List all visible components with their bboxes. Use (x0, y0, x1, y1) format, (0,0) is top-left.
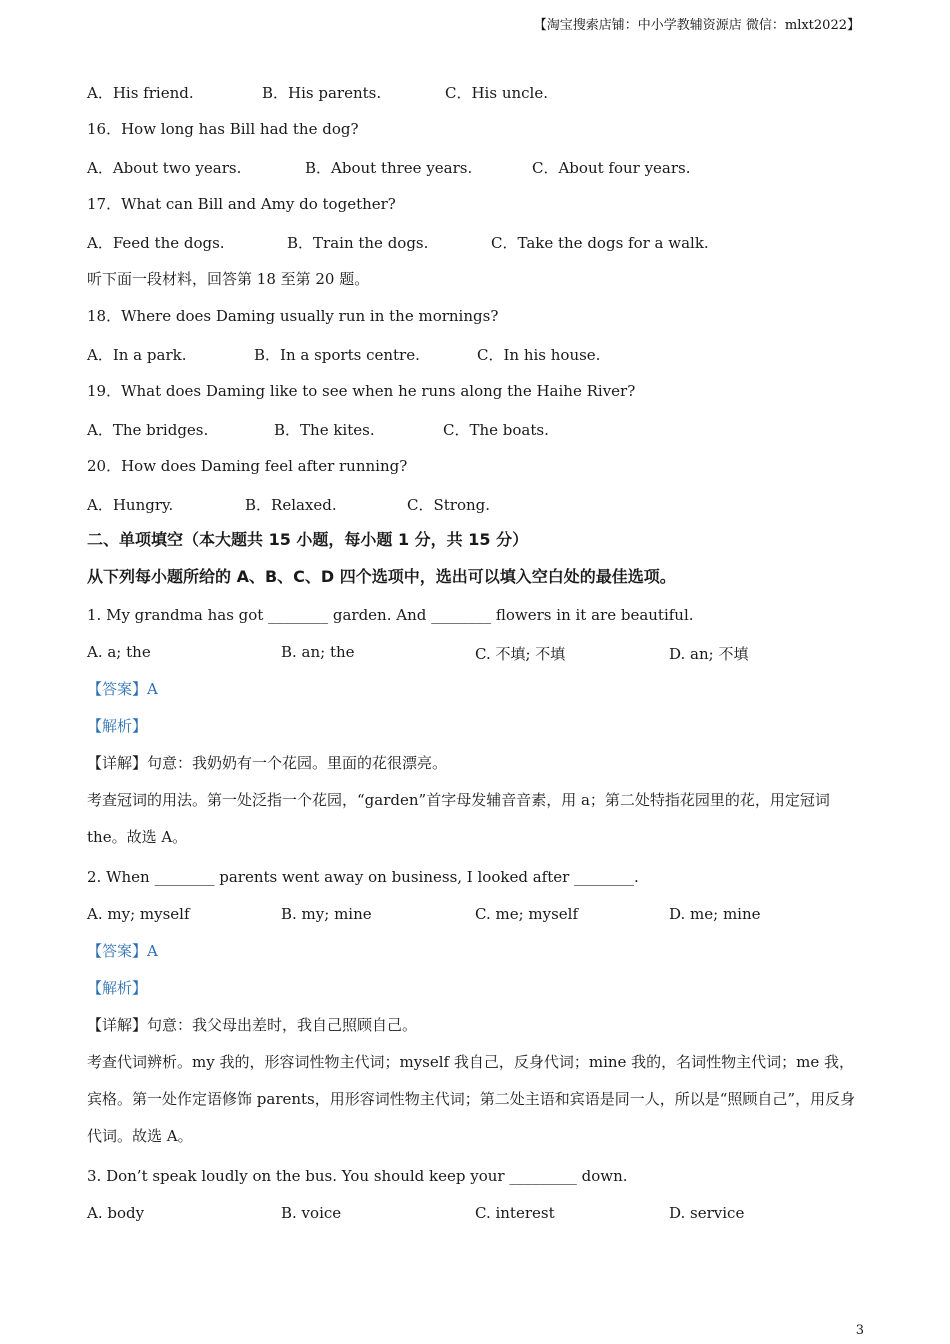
option: A. body (87, 1204, 145, 1222)
option: A. a; the (87, 643, 151, 661)
page-number: 3 (855, 1323, 864, 1338)
section-instruction: 从下列每小题所给的 A、B、C、D 四个选项中，选出可以填入空白处的最佳选项。 (87, 567, 676, 586)
question-text: 18．Where does Daming usually run in the mornings? (87, 307, 499, 325)
option: A. my; myself (87, 905, 190, 923)
option: B．Relaxed. (245, 496, 337, 514)
option: C．Take the dogs for a walk. (491, 234, 709, 252)
option: B. my; mine (281, 905, 372, 923)
option: B. an; the (281, 643, 355, 661)
option: D. me; mine (669, 905, 761, 923)
option: B．The kites. (274, 421, 375, 439)
option: A．The bridges. (87, 421, 209, 439)
analysis-label: 【解析】 (87, 717, 148, 735)
question-text: 19．What does Daming like to see when he runs along the Haihe River? (87, 382, 636, 400)
option: C．About four years. (532, 159, 691, 177)
question-text: 3. Don’t speak loudly on the bus. You should keep your _________ down. (87, 1167, 628, 1185)
question-text: 20．How does Daming feel after running? (87, 457, 408, 475)
option: B．Train the dogs. (287, 234, 429, 252)
option: B．In a sports centre. (254, 346, 420, 364)
option: C．The boats. (443, 421, 549, 439)
option: B．About three years. (305, 159, 473, 177)
option: C. interest (475, 1204, 555, 1222)
page-header: 【淘宝搜索店铺：中小学教辅资源店 微信：mlxt2022】 (533, 18, 860, 33)
question-text: 2. When ________ parents went away on business, I looked after ________. (87, 868, 639, 886)
option: A．Hungry. (87, 496, 174, 514)
option: D. service (669, 1204, 745, 1222)
answer-text: 【答案】A (87, 680, 158, 698)
option: C. me; myself (475, 905, 579, 923)
answer-text: 【答案】A (87, 942, 158, 960)
question-text: 17．What can Bill and Amy do together? (87, 195, 396, 213)
option: C．In his house. (477, 346, 601, 364)
section-title: 二、单项填空（本大题共 15 小题，每小题 1 分，共 15 分） (87, 530, 529, 549)
option: A．Feed the dogs. (87, 234, 225, 252)
answer-label (87, 940, 158, 962)
option: A．About two years. (87, 159, 242, 177)
analysis-label: 【解析】 (87, 979, 148, 997)
question-text: 16．How long has Bill had the dog? (87, 120, 359, 138)
explanation-text: 考查冠词的用法。第一处泛指一个花园，“garden”首字母发辅音音素，用 a；第二处特指花园里的花，用定冠词 the。故选 A。 (87, 791, 830, 846)
option: D. an; 不填 (669, 645, 749, 663)
option: B. voice (281, 1204, 342, 1222)
detail-text: 【详解】句意：我父母出差时，我自己照顾自己。 (87, 1016, 418, 1034)
option: B．His parents. (262, 84, 382, 102)
detail-text: 【详解】句意：我奶奶有一个花园。里面的花很漂亮。 (87, 754, 448, 772)
option: C. 不填; 不填 (475, 645, 566, 663)
option: A．In a park. (87, 346, 187, 364)
answer-label (87, 678, 158, 700)
instruction-text: 听下面一段材料，回答第 18 至第 20 题。 (87, 270, 370, 288)
option: C．His uncle. (445, 84, 548, 102)
explanation-text: 考查代词辨析。my 我的，形容词性物主代词；myself 我自己，反身代词；mine 我的，名词性物主代词；me 我，宾格。第一处作定语修饰 parents，用形容词性物主代词；第二处主语和宾语是同一人，所以是“照顾自己”，用反身代词。故选 A。 (87, 1053, 856, 1145)
question-text: 1. My grandma has got ________ garden. And ________ flowers in it are beautiful. (87, 606, 694, 624)
option: C．Strong. (407, 496, 491, 514)
option: A．His friend. (87, 84, 194, 102)
